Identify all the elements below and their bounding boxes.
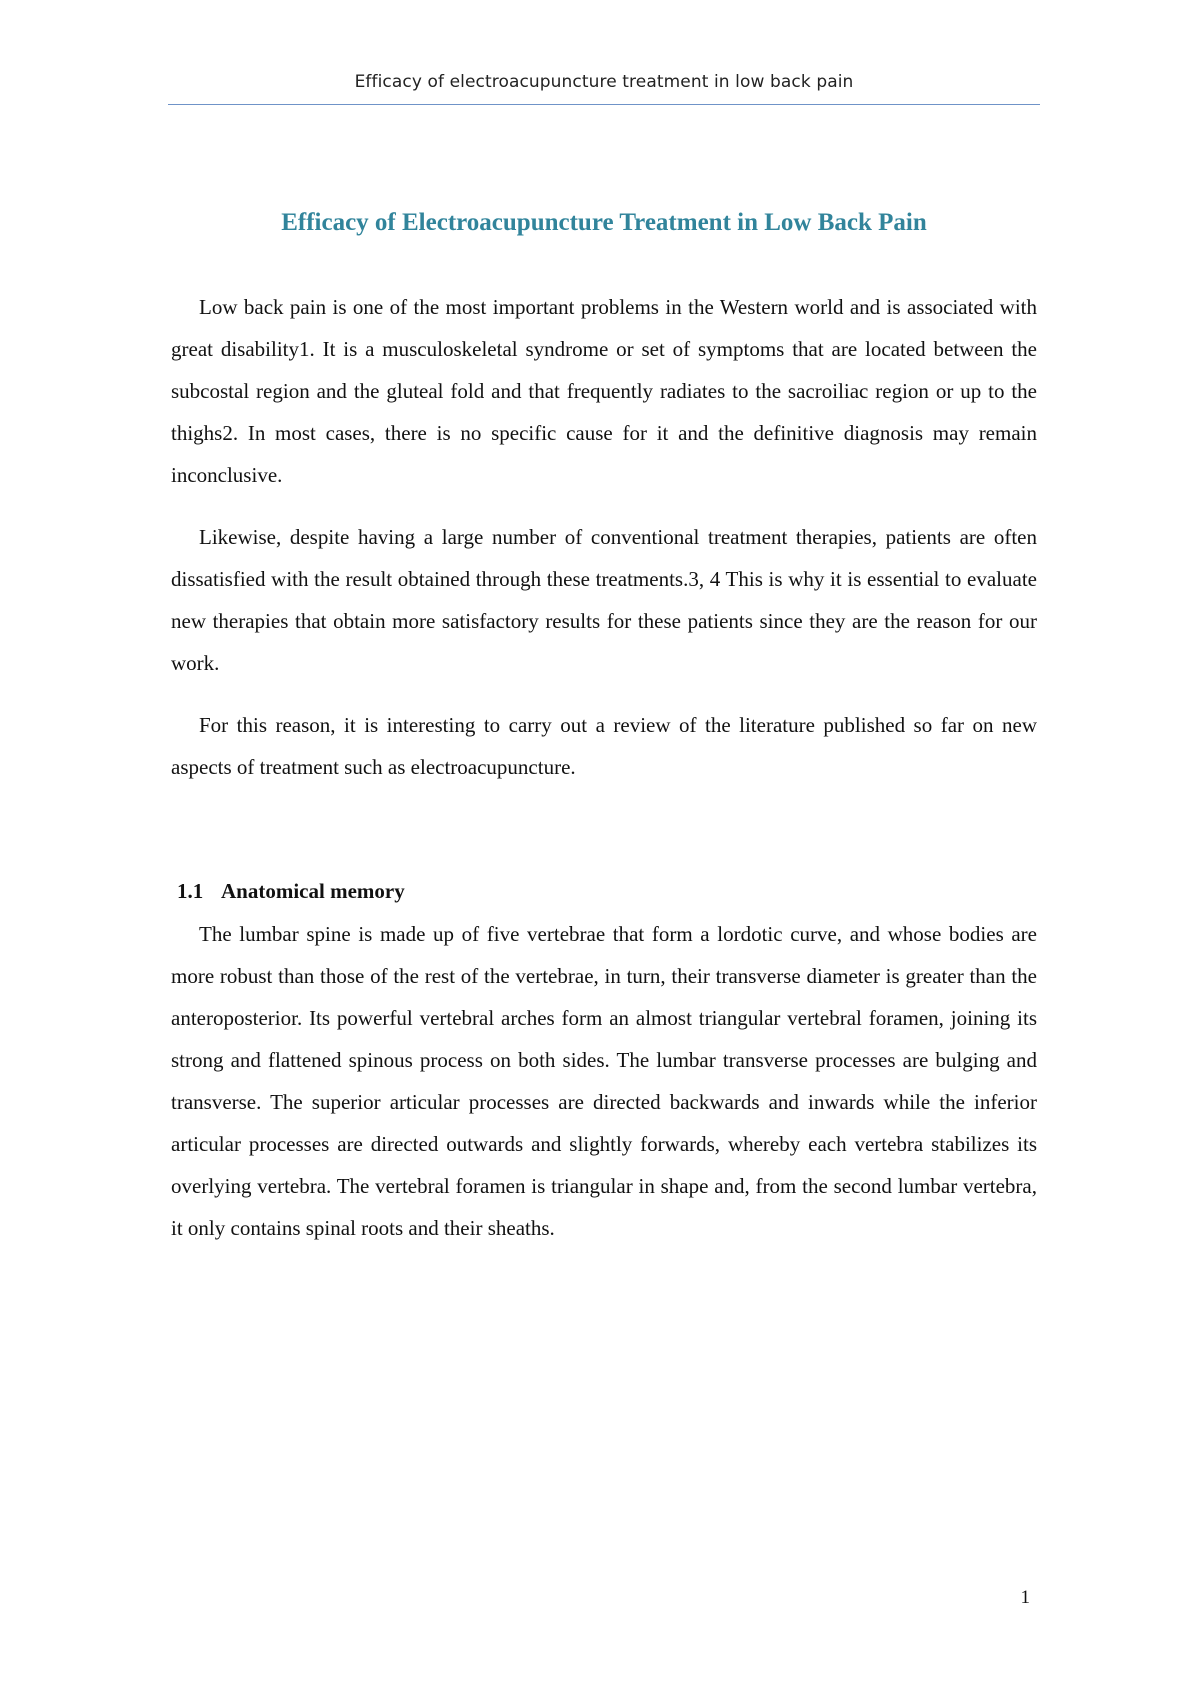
section-title: Anatomical memory [221, 879, 405, 903]
section-paragraph: The lumbar spine is made up of five vertebrae that form a lordotic curve, and whose bodies are more robust than those of the rest of the vertebrae, in turn, their transverse diameter is greater than the anteroposterior. Its powerful vertebral arches form an almost triangular vertebral foramen, joining its strong and flattened spinous process on both sides. The lumbar transverse processes are bulging and transverse. The superior articular processes are directed backwards and inwards while the inferior articular processes are directed outwards and slightly forwards, whereby each vertebra stabilizes its overlying vertebra. The vertebral foramen is triangular in shape and, from the second lumbar vertebra, it only contains spinal roots and their sheaths. [171, 922, 1037, 1240]
section-heading [171, 871, 1037, 911]
page-body [171, 200, 1037, 1249]
document-title: Efficacy of Electroacupuncture Treatment in Low Back Pain [281, 209, 927, 236]
section-number: 1.1 [177, 879, 204, 903]
running-header: Efficacy of electroacupuncture treatment in low back pain [354, 72, 854, 92]
page-number: 1 [1020, 1587, 1030, 1608]
header-divider [168, 104, 1040, 105]
body-paragraph-1: Low back pain is one of the most important problems in the Western world and is associated with great disability1. It is a musculoskeletal syndrome or set of symptoms that are located between the subcostal region and the gluteal fold and that frequently radiates to the sacroiliac region or up to the thighs2. In most cases, there is no specific cause for it and the definitive diagnosis may remain inconclusive. [171, 295, 1037, 487]
body-paragraph-2: Likewise, despite having a large number of conventional treatment therapies, patients are often dissatisfied with the result obtained through these treatments.3, 4 This is why it is essential to evaluate new therapies that obtain more satisfactory results for these patients since they are the reason for our work. [171, 525, 1037, 675]
body-paragraph-3: For this reason, it is interesting to carry out a review of the literature published so far on new aspects of treatment such as electroacupuncture. [171, 713, 1037, 779]
